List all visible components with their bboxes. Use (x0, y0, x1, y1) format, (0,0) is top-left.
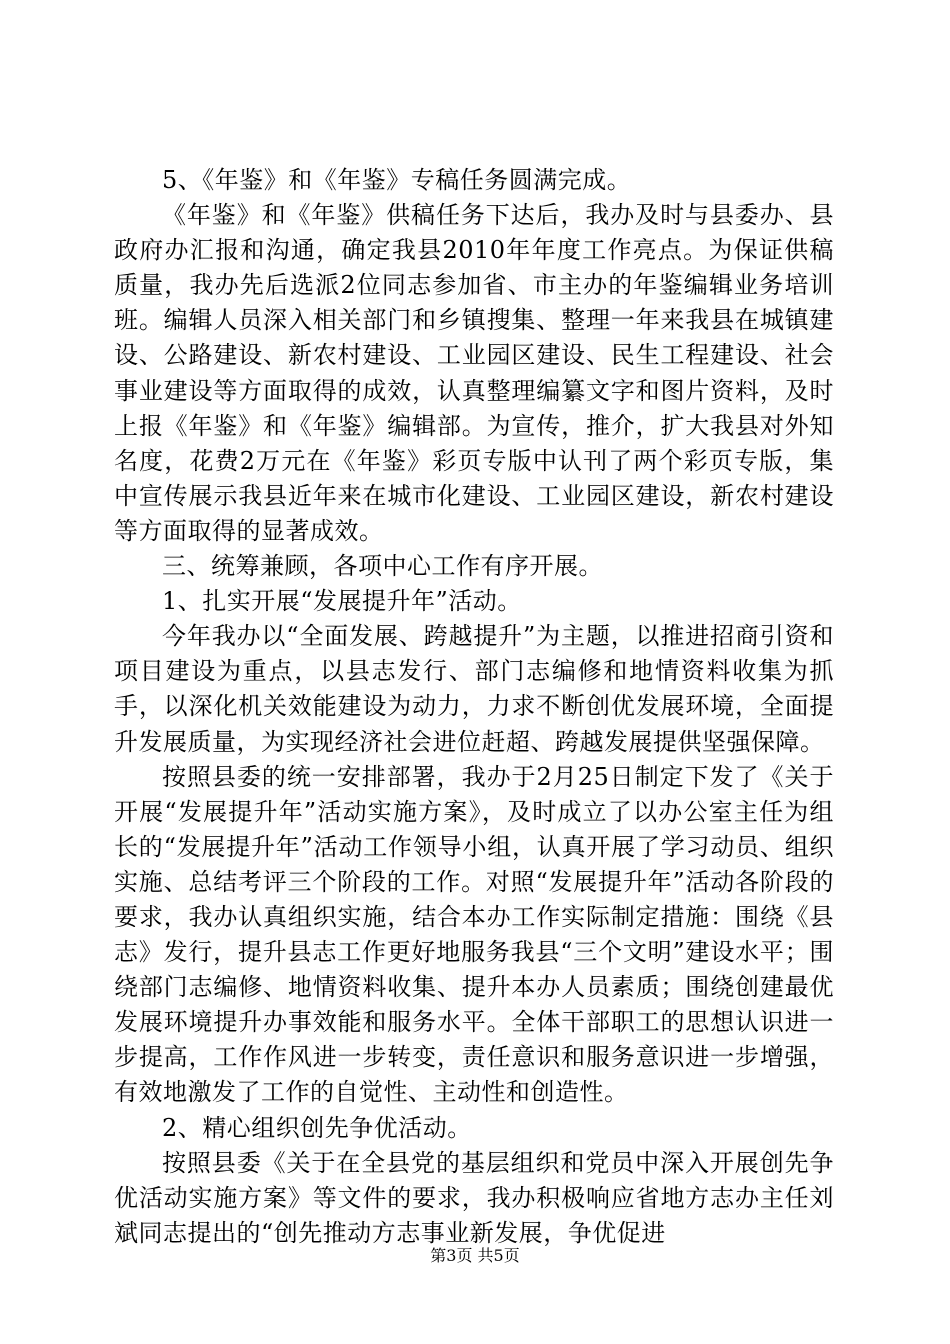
paragraph-excellence-activity: 按照县委《关于在全县党的基层组织和党员中深入开展创先争优活动实施方案》等文件的要求，我办积极响应省地方志办主任刘斌同志提出的“创先推动方志事业新发展，争优促进 (114, 1148, 834, 1247)
paragraph-item-2-heading: 2、精心组织创先争优活动。 (162, 1113, 472, 1142)
document-body (114, 163, 834, 1251)
paragraph-yearbook-details: 《年鉴》和《年鉴》供稿任务下达后，我办及时与县委办、县政府办汇报和沟通，确定我县2010年年度工作亮点。为保证供稿质量，我办先后选派2位同志参加省、市主办的年鉴编辑业务培训班。编辑人员深入相关部门和乡镇搜集、整理一年来我县在城镇建设、公路建设、新农村建设、工业园区建设、民生工程建设、社会事业建设等方面取得的成效，认真整理编纂文字和图片资料，及时上报《年鉴》和《年鉴》编辑部。为宣传，推介，扩大我县对外知名度，花费2万元在《年鉴》彩页专版中认刊了两个彩页专版，集中宣传展示我县近年来在城市化建设、工业园区建设，新农村建设等方面取得的显著成效。 (114, 201, 834, 545)
paragraph-section-3-heading: 三、统筹兼顾，各项中心工作有序开展。 (162, 552, 603, 581)
page-number-footer: 第3页 共5页 (430, 1246, 520, 1265)
paragraph-item-1-heading: 1、扎实开展“发展提升年”活动。 (162, 587, 522, 616)
paragraph-section-5-heading: 5、《年鉴》和《年鉴》专稿任务圆满完成。 (162, 166, 632, 194)
paragraph-development-theme: 今年我办以“全面发展、跨越提升”为主题，以推进招商引资和项目建设为重点，以县志发行、部门志编修和地情资料收集为抓手，以深化机关效能建设为动力，力求不断创优发展环境，全面提升发展质量，为实现经济社会进位赶超、跨越发展提供坚强保障。 (114, 622, 834, 756)
paragraph-implementation-plan: 按照县委的统一安排部署，我办于2月25日制定下发了《关于开展“发展提升年”活动实施方案》，及时成立了以办公室主任为组长的“发展提升年”活动工作领导小组，认真开展了学习动员、组织实施、总结考评三个阶段的工作。对照“发展提升年”活动各阶段的要求，我办认真组织实施，结合本办工作实际制定措施：围绕《县志》发行，提升县志工作更好地服务我县“三个文明”建设水平；围绕部门志编修、地情资料收集、提升本办人员素质；围绕创建最优发展环境提升办事效能和服务水平。全体干部职工的思想认识进一步提高，工作作风进一步转变，责任意识和服务意识进一步增强，有效地激发了工作的自觉性、主动性和创造性。 (114, 762, 834, 1107)
